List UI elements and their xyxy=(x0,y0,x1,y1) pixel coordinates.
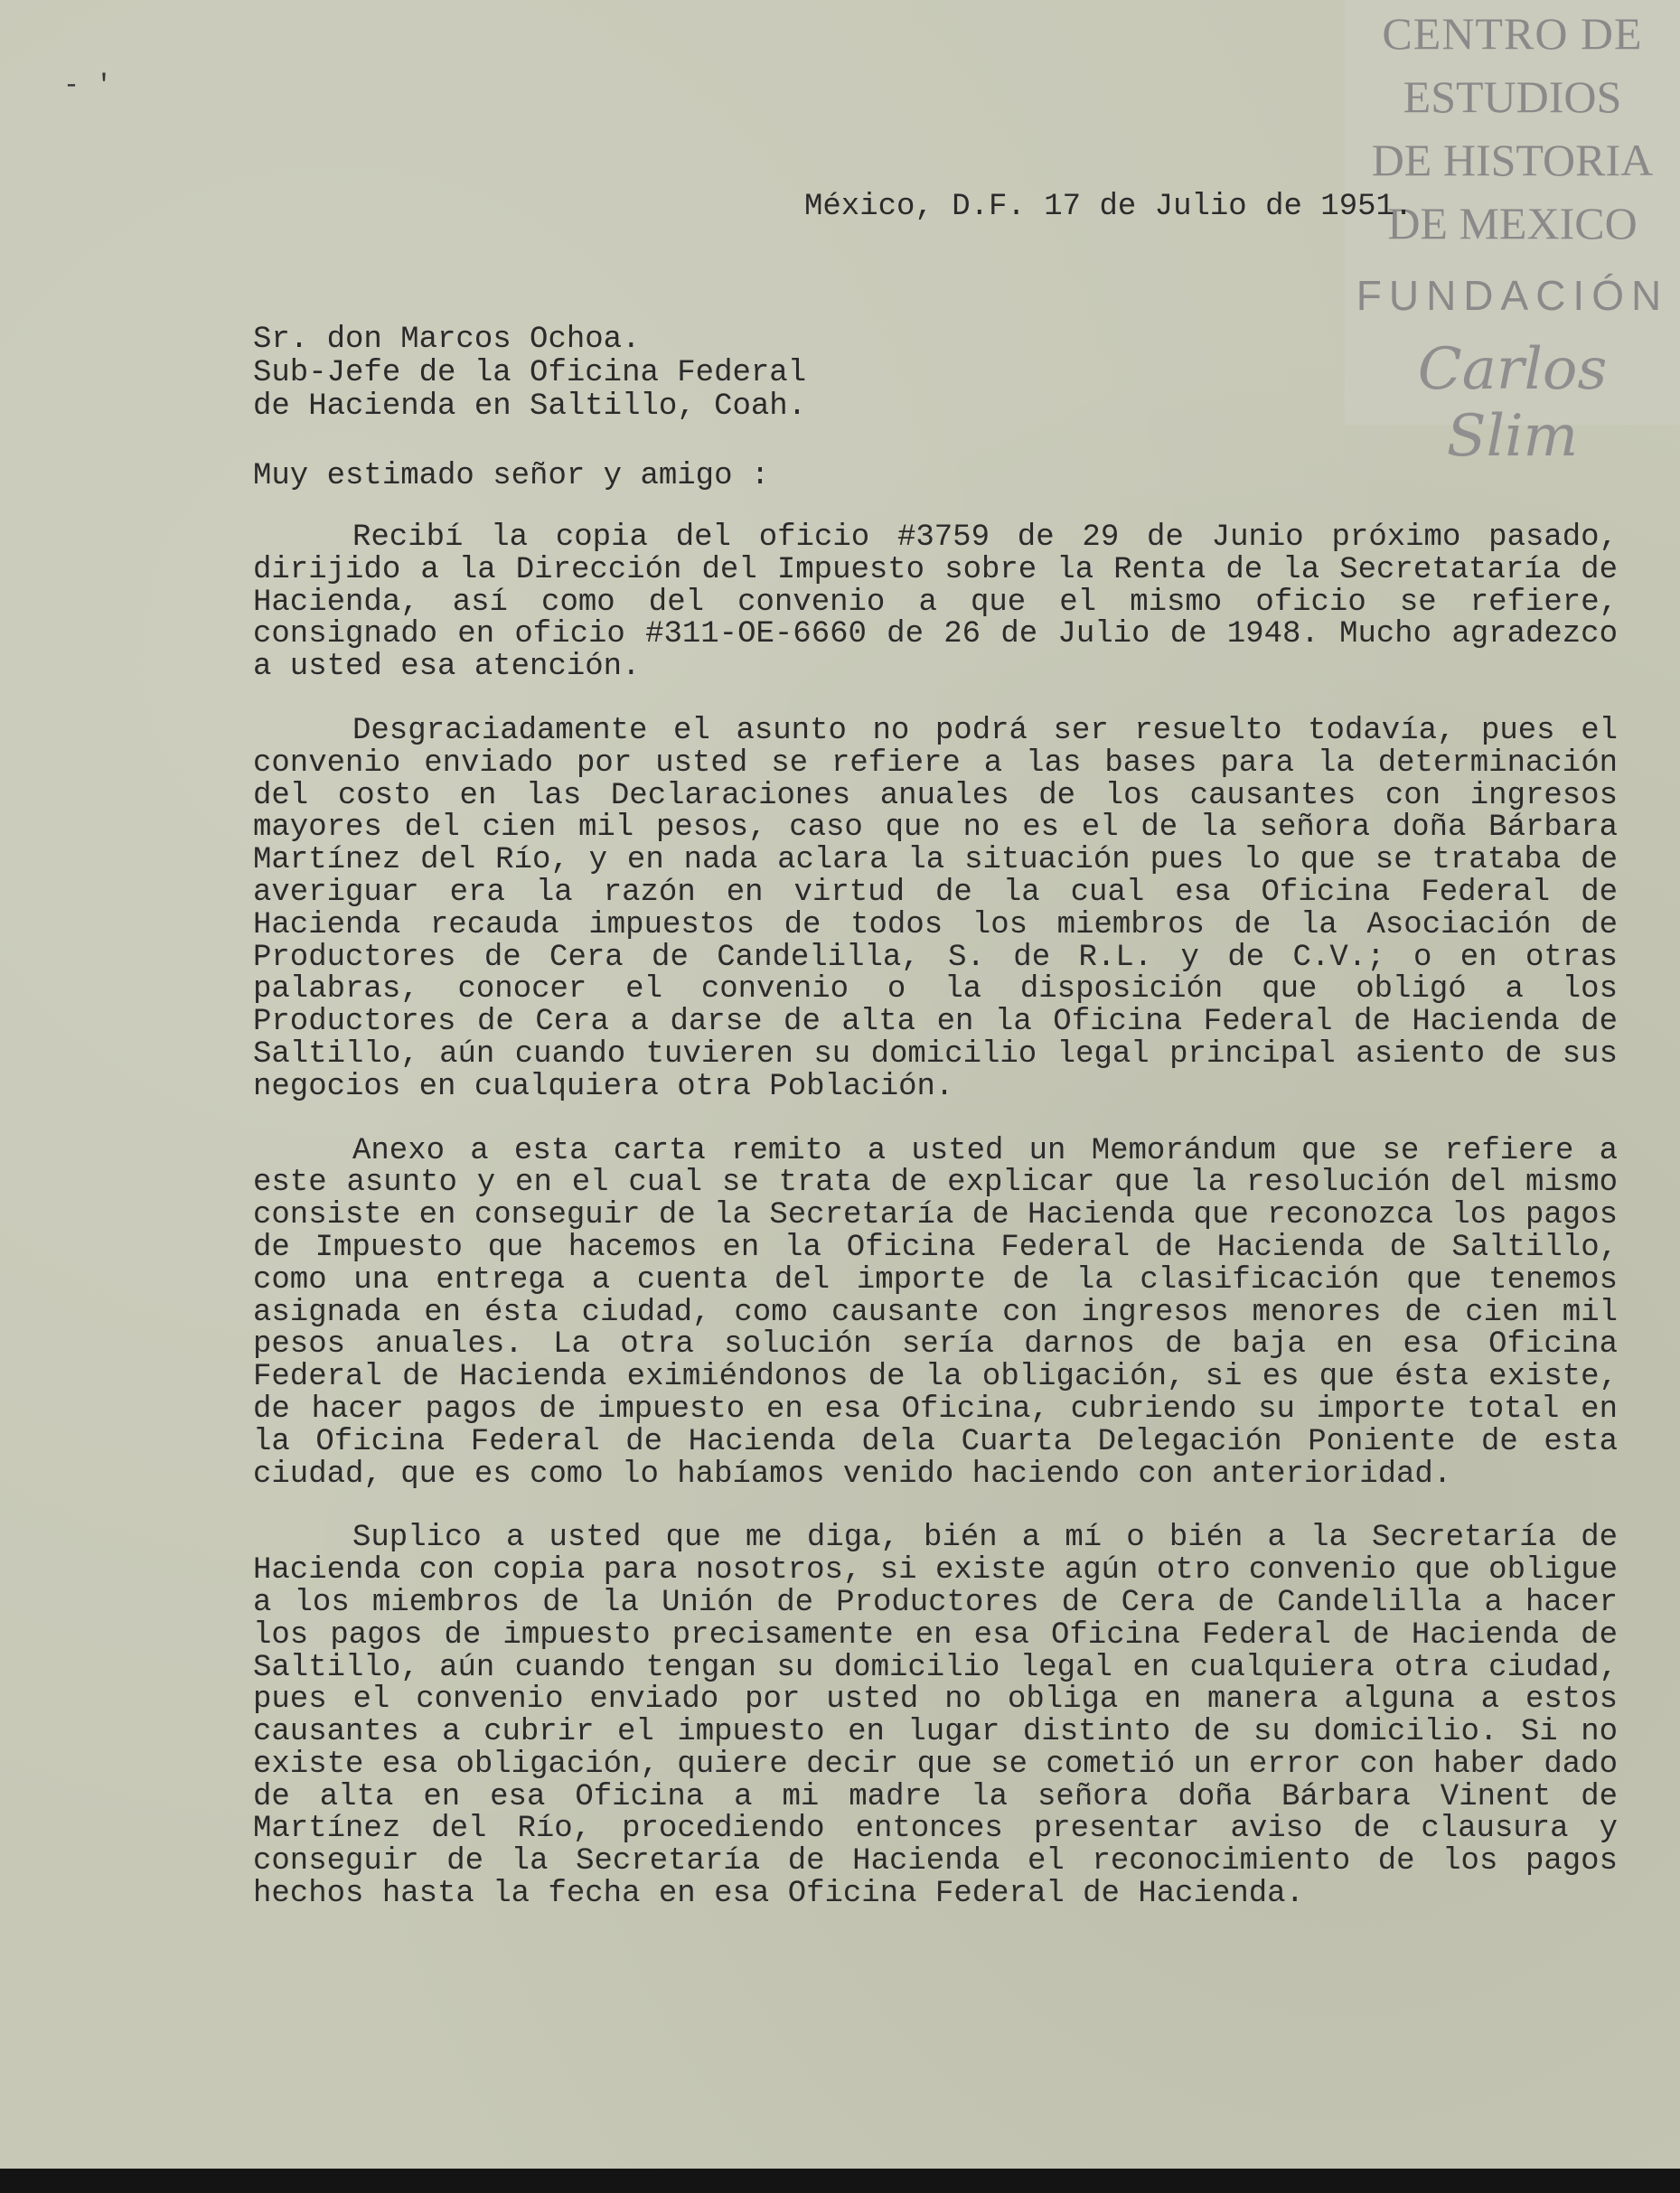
stamp-line-2: ESTUDIOS xyxy=(1403,71,1622,122)
addressee-block xyxy=(253,323,806,424)
body-paragraph: Desgraciadamente el asunto no podrá ser resuelto todavía, pues el convenio enviado por usted se refiere a las bases para la determinación del costo en las Declaraciones anuales de los causantes con ingresos mayores del cien mil pesos, caso que no es el de la señora doña Bárbara Martínez del Río, y en nada aclara la situación pues lo que se trataba de averiguar era la razón en virtud de la cual esa Oficina Federal de Hacienda recauda impuestos de todos los miembros de la Asociación de Productores de Cera de Candelilla, S. de R.L. y de C.V.; o en otras palabras, conocer el convenio o la disposición que obligó a los Productores de Cera a darse de alta en la Oficina Federal de Hacienda de Saltillo, aún cuando tuvieren su domicilio legal principal asiento de sus negocios en cualquiera otra Población. xyxy=(253,713,1618,1104)
salutation: Muy estimado señor y amigo : xyxy=(253,459,770,493)
letter-body xyxy=(253,522,1618,1943)
addressee-line: Sub-Jefe de la Oficina Federal xyxy=(253,356,807,390)
corner-mark: - ' xyxy=(63,70,113,101)
body-paragraph: Anexo a esta carta remito a usted un Memorándum que se refiere a este asunto y en el cual se trata de explicar que la resolución del mismo consiste en conseguir de la Secretaría de Hacienda que reconozca los pagos de Impuesto que hacemos en la Oficina Federal de Hacienda de Saltillo, como una entrega a cuenta del importe de la clasificación que tenemos asignada en ésta ciudad, como causante con ingresos menores de cien mil pesos anuales. La otra solución sería darnos de baja en esa Oficina Federal de Hacienda eximiéndonos de la obligación, si es que ésta existe, de hacer pagos de impuesto en esa Oficina, cubriendo su importe total en la Oficina Federal de Hacienda dela Cuarta Delegación Poniente de esta ciudad, que es como lo habíamos venido haciendo con anterioridad. xyxy=(253,1133,1618,1492)
addressee-line: de Hacienda en Saltillo, Coah. xyxy=(253,389,807,424)
stamp-line-1: CENTRO DE xyxy=(1382,8,1643,59)
scan-border xyxy=(0,2169,1680,2193)
body-paragraph: Suplico a usted que me diga, bién a mí o bién a la Secretaría de Hacienda con copia para nosotros, si existe agún otro convenio que obligue a los miembros de la Unión de Productores de Cera de Candelilla a hacer los pagos de impuesto precisamente en esa Oficina Federal de Hacienda de Saltillo, aún cuando tengan su domicilio legal en cualquiera otra ciudad, pues el convenio enviado por usted no obliga en manera alguna a estos causantes a cubrir el impuesto en lugar distinto de su domicilio. Si no existe esa obligación, quiere decir que se cometió un error con haber dado de alta en esa Oficina a mi madre la señora doña Bárbara Vinent de Martínez del Río, procediendo entonces presentar aviso de clausura y conseguir de la Secretaría de Hacienda el reconocimiento de los pagos hechos hasta la fecha en esa Oficina Federal de Hacienda. xyxy=(253,1521,1618,1912)
letter-date: México, D.F. 17 de Julio de 1951. xyxy=(804,190,1413,224)
addressee-line: Sr. don Marcos Ochoa. xyxy=(253,323,641,357)
stamp-line-4: DE MEXICO xyxy=(1387,198,1638,248)
stamp-line-5: FUNDACIÓN xyxy=(1356,272,1669,319)
stamp-signature: Carlos Slim xyxy=(1417,336,1608,470)
stamp-line-3: DE HISTORIA xyxy=(1371,135,1654,185)
body-paragraph: Recibí la copia del oficio #3759 de 29 de Junio próximo pasado, dirijido a la Dirección del Impuesto sobre la Renta de la Secretataría de Hacienda, así como del convenio a que el mismo oficio se refiere, consignado en oficio #311-OE-6660 de 26 de Julio de 1948. Mucho agradezco a usted esa atención. xyxy=(253,520,1618,685)
